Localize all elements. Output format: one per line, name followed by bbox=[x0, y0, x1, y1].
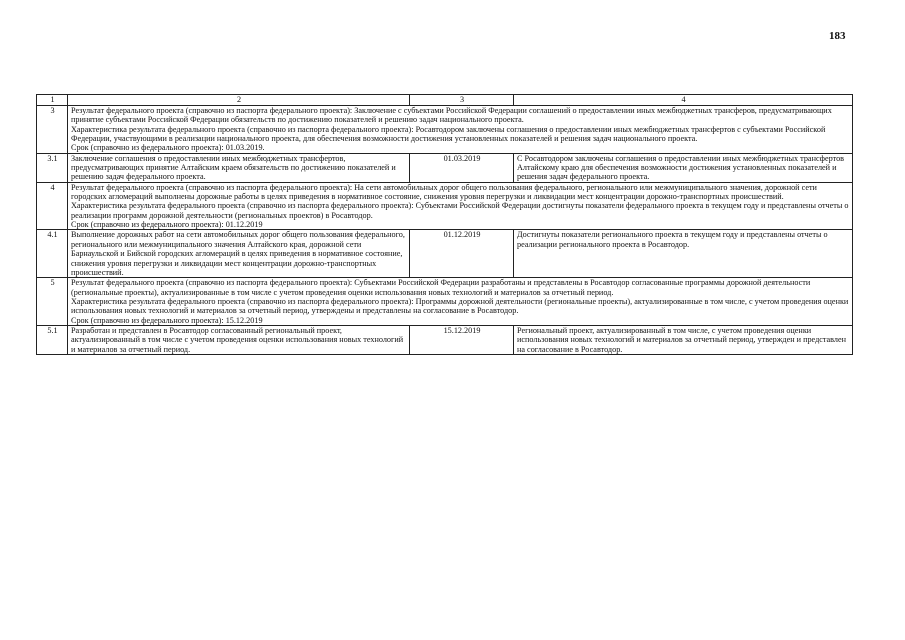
column-header: 4 bbox=[514, 95, 853, 106]
federal-result-text: Результат федерального проекта (справочно из паспорта федерального проекта): Субъектами Российской Федерации разработаны и представлены в Росавтодор согласованные программы дорожной деятельности (региональные проекты), актуализированные в том числе с учетом проведения оценки использования новых технологий и материалов за отчетный период. bbox=[71, 278, 811, 297]
section-number: 4 bbox=[37, 182, 68, 230]
subsection-text: Заключение соглашения о предоставлении иных межбюджетных трансфертов, предусматривающих принятие Алтайским краем обязательств по достижению показателей и решению задач федерального проекта. bbox=[68, 153, 410, 182]
deadline-text: Срок (справочно из федерального проекта): 01.12.2019 bbox=[71, 220, 263, 230]
deadline-text: Срок (справочно из федерального проекта): 15.12.2019 bbox=[71, 315, 263, 325]
subsection-row bbox=[37, 153, 853, 182]
column-header: 3 bbox=[410, 95, 514, 106]
subsection-date: 01.03.2019 bbox=[410, 153, 514, 182]
subsection-text: Разработан и представлен в Росавтодор согласованный региональный проект, актуализированный в том числе с учетом проведения оценки использования новых технологий и материалов за отчетный период. bbox=[68, 325, 410, 354]
subsection-number: 5.1 bbox=[37, 325, 68, 354]
subsection-number: 3.1 bbox=[37, 153, 68, 182]
subsection-result: Достигнуты показатели регионального проекта в текущем году и представлены отчеты о реализации регионального проекта в Росавтодор. bbox=[514, 230, 853, 278]
section-description bbox=[68, 278, 853, 326]
subsection-row bbox=[37, 325, 853, 354]
subsection-date: 01.12.2019 bbox=[410, 230, 514, 278]
column-header: 1 bbox=[37, 95, 68, 106]
page-number: 183 bbox=[829, 30, 846, 42]
subsection-row bbox=[37, 230, 853, 278]
subsection-number: 4.1 bbox=[37, 230, 68, 278]
deadline-text: Срок (справочно из федерального проекта): 01.03.2019. bbox=[71, 143, 265, 153]
section-row bbox=[37, 182, 853, 230]
column-header: 2 bbox=[68, 95, 410, 106]
section-number: 5 bbox=[37, 278, 68, 326]
federal-result-text: Результат федерального проекта (справочно из паспорта федерального проекта): Заключение с субъектами Российской Федерации соглашений о предоставлении иных межбюджетных трансферов, предусматривающих принятие субъектами Российской Федерации обязательств по достижению показателей и решению задач национального проекта. bbox=[71, 106, 832, 125]
section-description bbox=[68, 182, 853, 230]
section-row bbox=[37, 106, 853, 154]
result-characteristic-text: Характеристика результата федерального проекта (справочно из паспорта федерального проекта): Субъектами Российской Федерации достигнуты показатели федерального проекта в текущем году и представлены отчеты о реализации программ дорожной деятельности (региональных проектов) в Росавтодор. bbox=[71, 201, 849, 220]
section-description bbox=[68, 106, 853, 154]
subsection-result: С Росавтодором заключены соглашения о предоставлении иных межбюджетных трансфертов Алтайскому краю для обеспечения возможности достижения установленных показателей и решения задач федерального проекта. bbox=[514, 153, 853, 182]
section-row bbox=[37, 278, 853, 326]
federal-result-text: Результат федерального проекта (справочно из паспорта федерального проекта): На сети автомобильных дорог общего пользования федерального, регионального или межмуниципального значения, дорожной сети городских агломераций выполнены дорожные работы в целях приведения в нормативное состояние, снижения уровня перегрузки и ликвидации мест концентрации дорожно-транспортных происшествий. bbox=[71, 182, 817, 202]
subsection-result: Региональный проект, актуализированный в том числе, с учетом проведения оценки использования новых технологий и материалов за отчетный период, утвержден и представлен на согласование в Росавтодор. bbox=[514, 325, 853, 354]
project-results-table bbox=[36, 94, 853, 355]
subsection-text: Выполнение дорожных работ на сети автомобильных дорог общего пользования федерального, регионального или межмуниципального значения Алтайского края, дорожной сети Барнаульской и Бийской городских агломераций в целях приведения в нормативное состояние, снижения уровня перегрузки и ликвидации мест концентрации дорожно-транспортных происшествий. bbox=[68, 230, 410, 278]
subsection-date: 15.12.2019 bbox=[410, 325, 514, 354]
column-header-row bbox=[37, 95, 853, 106]
section-number: 3 bbox=[37, 106, 68, 154]
result-characteristic-text: Характеристика результата федерального проекта (справочно из паспорта федерального проекта): Программы дорожной деятельности (региональные проекты), актуализированные в том числе, с учетом проведения оценки использования новых технологий и материалов за отчетный период, утверждены и представлены на согласование в Росавтодор. bbox=[71, 296, 849, 316]
result-characteristic-text: Характеристика результата федерального проекта (справочно из паспорта федерального проекта): Росавтодором заключены соглашения о предоставлении иных межбюджетных трансфертов с субъектами Российской Федерации, участвующими в реализации национального проекта, для обеспечения возможности достижения установленных показателей и решения задач национального проекта. bbox=[71, 124, 826, 144]
